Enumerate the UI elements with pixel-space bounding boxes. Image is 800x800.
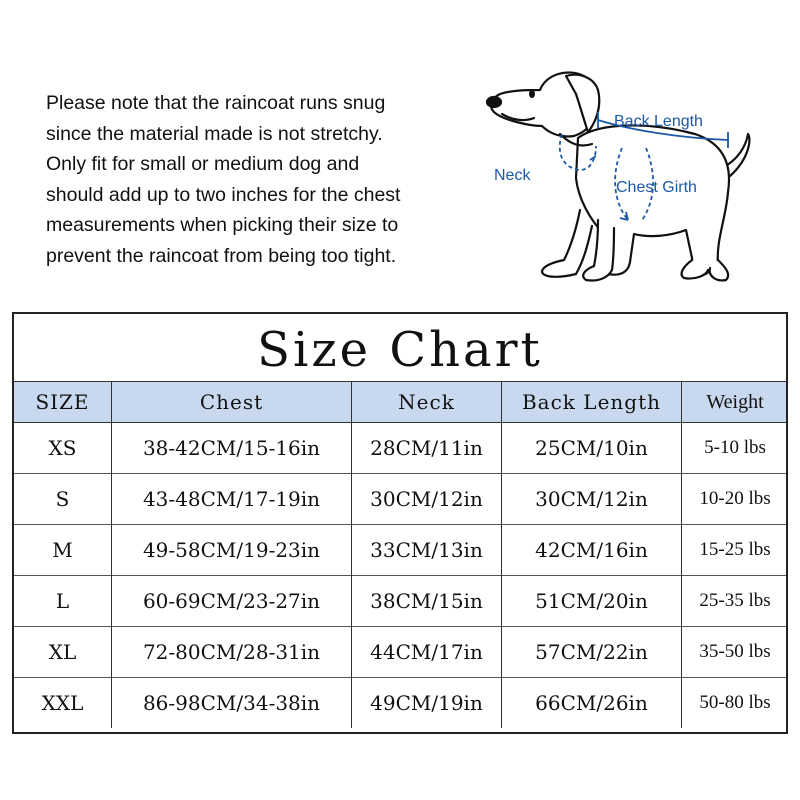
size-cell: XS	[14, 422, 112, 473]
back-length-cell: 25CM/10in	[502, 422, 682, 473]
header-chest: Chest	[112, 382, 352, 422]
chest-cell: 49-58CM/19-23in	[112, 524, 352, 575]
neck-cell: 44CM/17in	[352, 626, 502, 677]
table-row	[14, 524, 786, 576]
weight-cell: 15-25 lbs	[699, 538, 771, 560]
chest-cell: 72-80CM/28-31in	[112, 626, 352, 677]
table-header	[14, 381, 786, 423]
back-length-label: Back Length	[614, 113, 703, 130]
note-line: Only fit for small or medium dog and	[46, 153, 360, 175]
chest-cell: 38-42CM/15-16in	[112, 422, 352, 473]
size-cell: S	[14, 473, 112, 524]
table-row	[14, 626, 786, 678]
header-weight: Weight	[706, 390, 764, 413]
table-row	[14, 473, 786, 525]
chest-cell: 86-98CM/34-38in	[112, 677, 352, 728]
chart-title: Size Chart	[257, 322, 543, 378]
dog-measurement-diagram	[480, 60, 780, 300]
weight-cell: 50-80 lbs	[699, 691, 771, 713]
neck-cell: 33CM/13in	[352, 524, 502, 575]
size-chart	[12, 312, 788, 734]
chest-girth-label: Chest Girth	[616, 179, 697, 196]
header-back-length: Back Length	[502, 382, 682, 422]
note-line: should add up to two inches for the chest	[46, 183, 401, 206]
neck-cell: 38CM/15in	[352, 575, 502, 626]
neck-cell: 28CM/11in	[352, 422, 502, 473]
weight-cell: 5-10 lbs	[704, 436, 766, 458]
note-line: prevent the raincoat from being too tight.	[46, 244, 397, 267]
chest-cell: 60-69CM/23-27in	[112, 575, 352, 626]
back-length-cell: 30CM/12in	[502, 473, 682, 524]
back-length-cell: 66CM/26in	[502, 677, 682, 728]
back-length-cell: 42CM/16in	[502, 524, 682, 575]
table-row	[14, 422, 786, 474]
size-cell: M	[14, 524, 112, 575]
size-cell: XXL	[14, 677, 112, 728]
size-note	[46, 88, 486, 271]
size-cell: L	[14, 575, 112, 626]
header-size: SIZE	[14, 382, 112, 422]
weight-cell: 25-35 lbs	[699, 589, 771, 611]
size-cell: XL	[14, 626, 112, 677]
weight-cell: 35-50 lbs	[699, 640, 771, 662]
neck-cell: 49CM/19in	[352, 677, 502, 728]
back-length-cell: 51CM/20in	[502, 575, 682, 626]
neck-label: Neck	[494, 167, 531, 184]
table-row	[14, 677, 786, 728]
header-neck: Neck	[352, 382, 502, 422]
table-row	[14, 575, 786, 627]
note-line: measurements when picking their size to	[46, 214, 399, 236]
neck-cell: 30CM/12in	[352, 473, 502, 524]
chest-cell: 43-48CM/17-19in	[112, 473, 352, 524]
note-line: since the material made is not stretchy.	[46, 122, 383, 145]
weight-cell: 10-20 lbs	[699, 487, 771, 509]
table-body	[14, 422, 786, 732]
back-length-cell: 57CM/22in	[502, 626, 682, 677]
note-line: Please note that the raincoat runs snug	[46, 92, 386, 114]
